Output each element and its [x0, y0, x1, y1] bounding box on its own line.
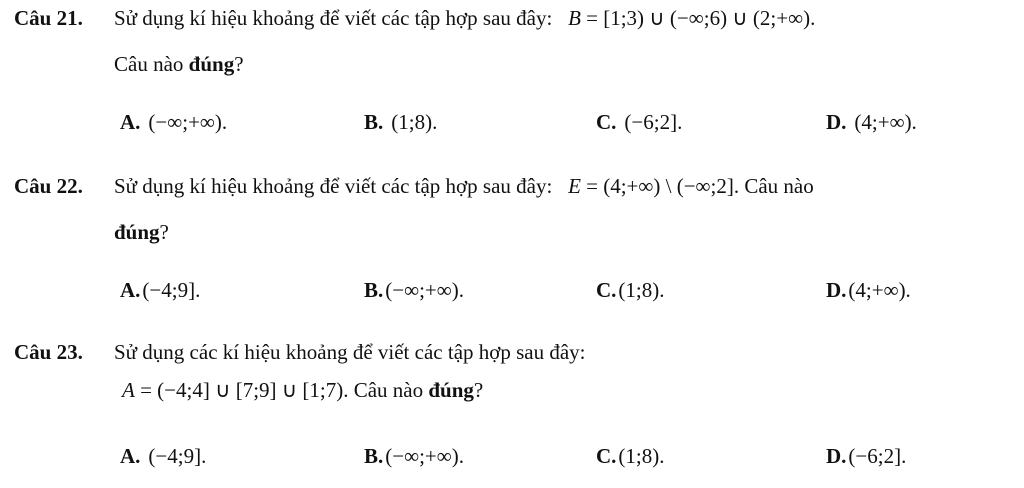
question-22-stem-text: Sử dụng kí hiệu khoảng để viết các tập hợp sau đây: — [114, 174, 553, 198]
question-21-formula-var: B — [568, 6, 581, 30]
option-text: (4;+∞). — [848, 278, 911, 302]
option-text: (1;8). — [618, 444, 665, 468]
option-letter: D. — [826, 278, 847, 302]
question-23-formula-var: A — [122, 378, 135, 402]
option-text: (−6;2]. — [624, 110, 683, 134]
question-22-option-d[interactable] — [826, 278, 911, 303]
question-23-option-d[interactable] — [826, 444, 906, 469]
option-letter: D. — [826, 444, 847, 468]
option-letter: B. — [364, 444, 384, 468]
question-21-prompt-bold: đúng — [188, 52, 235, 76]
question-23-stem-text: Sử dụng các kí hiệu khoảng để viết các tập hợp sau đây: — [114, 340, 586, 364]
question-22-prompt-tail: Câu nào — [744, 174, 814, 198]
question-22-stem — [114, 174, 814, 199]
option-letter: C. — [596, 444, 617, 468]
question-21-prompt — [114, 52, 244, 77]
option-text: (−4;9]. — [142, 278, 201, 302]
option-letter: B. — [364, 278, 384, 302]
question-23-option-b[interactable] — [364, 444, 464, 469]
question-21-option-d[interactable] — [826, 110, 917, 135]
question-22-option-c[interactable] — [596, 278, 665, 303]
question-23-prompt-bold: đúng — [428, 378, 474, 402]
question-22-prompt — [114, 220, 169, 245]
question-22-formula-rhs: = (4;+∞) \ (−∞;2]. — [586, 174, 740, 198]
question-22-prompt-post: ? — [159, 220, 169, 244]
question-22-formula-var: E — [568, 174, 581, 198]
question-21-formula-rhs: = [1;3) ∪ (−∞;6) ∪ (2;+∞). — [586, 6, 816, 30]
question-21-prompt-pre: Câu nào — [114, 52, 189, 76]
option-text: (−∞;+∞). — [385, 278, 464, 302]
question-23-label: Câu 23. — [14, 340, 83, 364]
question-21-formula — [558, 6, 816, 30]
option-letter: D. — [826, 110, 847, 134]
option-text: (1;8). — [391, 110, 438, 134]
question-23-prompt-pre: Câu nào — [353, 378, 429, 402]
option-text: (4;+∞). — [854, 110, 917, 134]
option-letter: C. — [596, 278, 617, 302]
question-21-prompt-post: ? — [234, 52, 244, 76]
question-21-option-c[interactable] — [596, 110, 682, 135]
question-23-formula-rhs: = (−4;4] ∪ [7;9] ∪ [1;7). — [140, 378, 349, 402]
question-22-option-b[interactable] — [364, 278, 464, 303]
question-21-option-b[interactable] — [364, 110, 437, 135]
question-21-stem — [114, 6, 815, 31]
question-23-formula-line — [122, 378, 483, 403]
question-22-prompt-bold: đúng — [114, 220, 160, 244]
question-21-option-a[interactable] — [120, 110, 227, 135]
option-text: (−4;9]. — [148, 444, 207, 468]
question-22-formula — [558, 174, 740, 198]
option-letter: A. — [120, 278, 141, 302]
option-letter: C. — [596, 110, 617, 134]
option-letter: A. — [120, 444, 141, 468]
question-21-stem-text: Sử dụng kí hiệu khoảng để viết các tập hợp sau đây: — [114, 6, 553, 30]
question-22-label: Câu 22. — [14, 174, 83, 198]
option-text: (−∞;+∞). — [148, 110, 228, 134]
question-23-option-c[interactable] — [596, 444, 665, 469]
option-letter: A. — [120, 110, 141, 134]
question-22-option-a[interactable] — [120, 278, 200, 303]
question-23-stem — [114, 340, 586, 365]
question-21-label: Câu 21. — [14, 6, 83, 30]
question-23-formula — [122, 378, 348, 402]
question-23-prompt-post: ? — [473, 378, 484, 402]
option-text: (−6;2]. — [848, 444, 907, 468]
option-text: (−∞;+∞). — [385, 444, 464, 468]
option-text: (1;8). — [618, 278, 665, 302]
question-23-option-a[interactable] — [120, 444, 206, 469]
option-letter: B. — [364, 110, 384, 134]
